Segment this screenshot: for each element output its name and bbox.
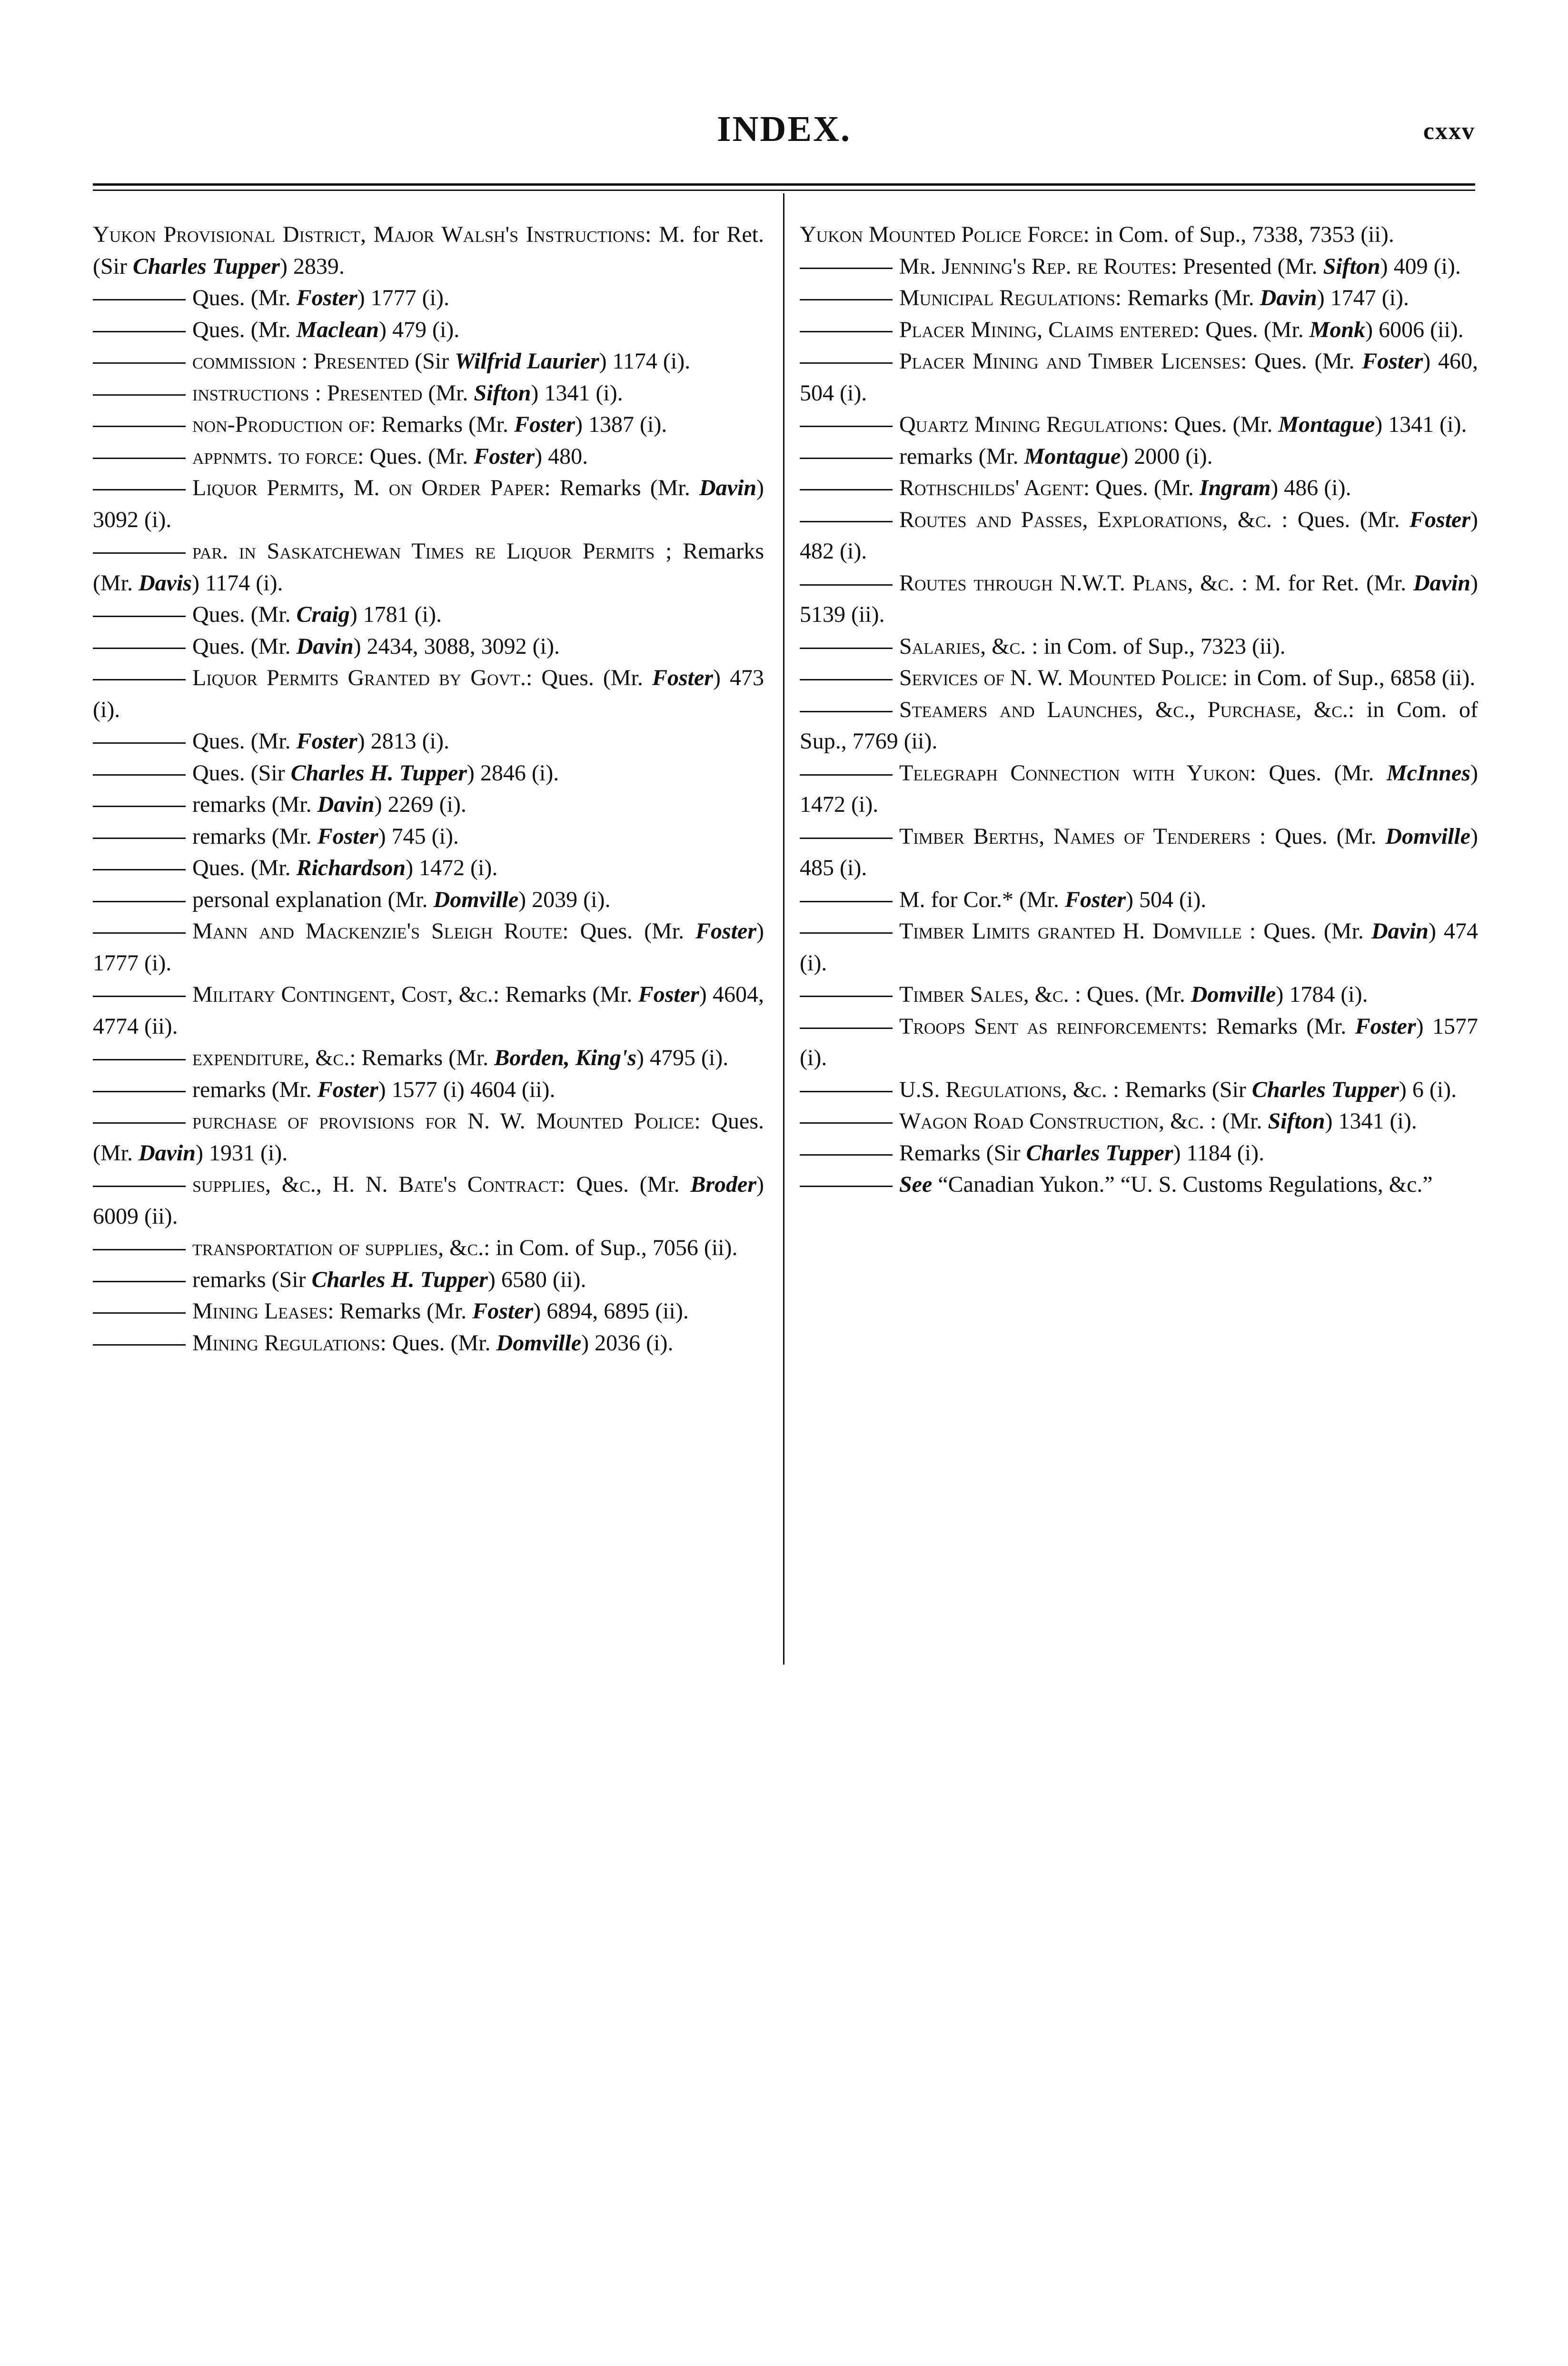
index-entry (800, 1169, 1478, 1201)
ditto-dash (800, 1028, 893, 1029)
member-name: Charles Tupper (1026, 1140, 1173, 1166)
ditto-dash (93, 774, 186, 776)
entry-reference: ) 1387 (i). (575, 412, 667, 437)
index-entry (800, 1138, 1478, 1169)
ditto-dash (800, 1186, 893, 1187)
member-name: Foster (638, 982, 699, 1007)
ditto-dash (800, 584, 893, 586)
index-entry (93, 441, 764, 473)
member-name: See (899, 1172, 933, 1197)
index-entry (800, 441, 1478, 473)
index-entry (800, 631, 1478, 663)
index-entry (800, 346, 1478, 409)
index-entry (93, 346, 764, 378)
index-entry (800, 504, 1478, 568)
entry-text: : Ques. (Mr. (526, 665, 652, 690)
entry-reference: ) 1781 (i). (349, 602, 442, 627)
member-name: Domville (496, 1330, 582, 1356)
entry-subheading: Rothschilds' Agent (899, 475, 1083, 500)
entry-subheading: Municipal Regulations (899, 285, 1115, 310)
entry-subheading: Steamers and Launches, &c., Purchase, &c. (899, 697, 1348, 722)
member-name: Sifton (1268, 1108, 1325, 1134)
ditto-dash (93, 1249, 186, 1250)
index-entry (93, 314, 764, 346)
entry-subheading: Military Contingent, Cost, &c. (192, 982, 493, 1007)
entry-text: : in Com. of Sup., 6858 (ii). (1221, 665, 1476, 690)
entry-subheading: appnmts. to force (192, 443, 358, 469)
entry-subheading: Timber Sales, &c. (899, 982, 1069, 1007)
entry-text: Remarks (Sir (899, 1140, 1026, 1166)
member-name: Broder (690, 1172, 757, 1197)
ditto-dash (93, 426, 186, 427)
entry-subheading: Troops Sent as reinforcements (899, 1013, 1201, 1039)
entry-text: : (Mr. (1204, 1108, 1268, 1134)
entry-reference: ) 5139 (ii). (800, 570, 1478, 627)
index-entry (93, 821, 764, 853)
member-name: Borden, King's (494, 1045, 636, 1070)
column-divider (783, 193, 784, 1665)
entry-reference: ) 479 (i). (378, 317, 460, 342)
entry-text: remarks (Mr. (899, 443, 1024, 469)
entry-reference: ) 504 (i). (1126, 887, 1207, 912)
ditto-dash (800, 1091, 893, 1092)
entry-subheading: Timber Limits granted H. Domville (899, 918, 1242, 944)
member-name: Ingram (1199, 475, 1271, 500)
index-entry (93, 599, 764, 631)
entry-subheading: Services of N. W. Mounted Police (899, 665, 1222, 690)
index-entry (800, 979, 1478, 1011)
index-entry (800, 314, 1478, 346)
entry-text: : Remarks (Mr. (1115, 285, 1260, 310)
ditto-dash (800, 679, 893, 680)
member-name: Foster (1355, 1013, 1416, 1039)
entry-reference: ) 6580 (ii). (487, 1267, 586, 1292)
entry-reference: ) 2039 (i). (518, 887, 611, 912)
entry-reference: ) 2269 (i). (374, 792, 466, 817)
entry-text: : Remarks (Mr. (349, 1045, 495, 1070)
entry-subheading: purchase of provisions for N. W. Mounted Police (192, 1108, 695, 1134)
index-entry (93, 378, 764, 409)
member-name: Davin (1260, 285, 1317, 310)
index-entry (800, 251, 1478, 283)
index-entry (800, 282, 1478, 314)
entry-text: Ques. (Mr. (192, 633, 297, 659)
entry-reference: ) 1341 (i). (1325, 1108, 1417, 1134)
entry-text: : Ques. (Mr. (1241, 918, 1371, 944)
entry-heading: Yukon Provisional District, Major Walsh's Instructions (93, 222, 645, 247)
entry-subheading: non-Production of (192, 412, 370, 437)
entry-text: : in Com. of Sup., 7338, 7353 (ii). (1083, 222, 1394, 247)
member-name: Davis (139, 570, 192, 596)
member-name: Davin (1413, 570, 1471, 596)
entry-text: : Ques. (Mr. (1069, 982, 1191, 1007)
entry-reference: ) 1777 (i). (357, 285, 449, 310)
index-entry (93, 1296, 764, 1328)
entry-reference: ) 1747 (i). (1317, 285, 1409, 310)
member-name: Sifton (1323, 253, 1380, 279)
member-name: Foster (296, 285, 357, 310)
entry-subheading: Liquor Permits Granted by Govt. (192, 665, 526, 690)
header-rule-thin (93, 190, 1475, 191)
index-entry (93, 852, 764, 884)
entry-reference: ) 409 (i). (1380, 253, 1461, 279)
entry-reference: ) 460, 504 (i). (800, 349, 1478, 406)
entry-subheading: Salaries, &c. (899, 633, 1026, 659)
index-entry (800, 219, 1478, 251)
ditto-dash (800, 711, 893, 712)
entry-text: ; Remarks (Mr. (93, 539, 764, 596)
entry-text: : in Com. of Sup., 7769 (ii). (800, 697, 1478, 754)
index-entry (93, 1106, 764, 1169)
member-name: Charles H. Tupper (311, 1267, 488, 1292)
member-name: Davin (296, 633, 354, 659)
ditto-dash (93, 679, 186, 680)
member-name: Foster (652, 665, 713, 690)
ditto-dash (93, 869, 186, 870)
ditto-dash (93, 838, 186, 839)
member-name: Davin (139, 1140, 196, 1166)
ditto-dash (800, 331, 893, 332)
entry-subheading: instructions : Presented (192, 380, 423, 406)
member-name: Sifton (474, 380, 531, 406)
entry-reference: ) 485 (i). (800, 823, 1478, 880)
entry-reference: ) 1184 (i). (1173, 1140, 1265, 1166)
member-name: Montague (1024, 443, 1121, 469)
index-entry (800, 821, 1478, 884)
entry-text: : in Com. of Sup., 7056 (ii). (484, 1235, 738, 1260)
ditto-dash (800, 299, 893, 300)
member-name: Domville (1191, 982, 1276, 1007)
entry-subheading: Placer Mining, Claims entered (899, 317, 1193, 342)
entry-subheading: Mining Regulations (192, 1330, 380, 1356)
index-entry (93, 409, 764, 441)
index-entry (93, 1074, 764, 1106)
member-name: Domville (1385, 823, 1471, 849)
entry-subheading: Wagon Road Construction, &c. (899, 1108, 1205, 1134)
index-entry (93, 726, 764, 758)
entry-reference: ) 486 (i). (1270, 475, 1351, 500)
member-name: Davin (1371, 918, 1429, 944)
index-entry (800, 884, 1478, 916)
ditto-dash (93, 996, 186, 997)
entry-text: : Ques. (Mr. (93, 1108, 764, 1166)
right-column (800, 219, 1478, 1201)
entry-text: : Ques. (Mr. (1250, 823, 1386, 849)
ditto-dash (93, 458, 186, 459)
member-name: Foster (1362, 349, 1423, 374)
member-name: Foster (1065, 887, 1126, 912)
entry-reference: ) 480. (535, 443, 588, 469)
ditto-dash (93, 1186, 186, 1187)
entry-text: : Remarks (Mr. (493, 982, 638, 1007)
ditto-dash (93, 331, 186, 332)
index-entry (93, 219, 764, 282)
ditto-dash (93, 1091, 186, 1092)
ditto-dash (800, 932, 893, 934)
index-entry (93, 1232, 764, 1264)
entry-reference: ) 6 (i). (1399, 1077, 1457, 1102)
index-entry (93, 789, 764, 821)
entry-reference: ) 1577 (i) 4604 (ii). (378, 1077, 556, 1102)
entry-text: remarks (Sir (192, 1267, 312, 1292)
entry-text: : Ques. (Mr. (1193, 317, 1310, 342)
ditto-dash (800, 838, 893, 839)
entry-text: Ques. (Mr. (192, 317, 297, 342)
member-name: Domville (433, 887, 519, 912)
ditto-dash (800, 1154, 893, 1156)
entry-reference: “Canadian Yukon.” “U. S. Customs Regulations, &c.” (932, 1172, 1433, 1197)
entry-text: : Ques. (Mr. (1271, 507, 1409, 532)
ditto-dash (93, 648, 186, 649)
index-entry (800, 1074, 1478, 1106)
entry-text: : Ques. (Mr. (1241, 349, 1362, 374)
ditto-dash (800, 489, 893, 490)
entry-reference: ) 2036 (i). (581, 1330, 674, 1356)
entry-subheading: U.S. Regulations, &c. (899, 1077, 1107, 1102)
index-entry (800, 916, 1478, 979)
entry-subheading: Quartz Mining Regulations (899, 412, 1162, 437)
ditto-dash (800, 901, 893, 902)
entry-subheading: Routes through N.W.T. Plans, &c. (899, 570, 1235, 596)
entry-text: : in Com. of Sup., 7323 (ii). (1026, 633, 1286, 659)
entry-text: Ques. (Sir (192, 760, 291, 786)
entry-subheading: par. in Saskatchewan Times re Liquor Permits (192, 539, 655, 564)
entry-text: Ques. (Mr. (192, 602, 297, 627)
member-name: Montague (1278, 412, 1375, 437)
index-entry (93, 1042, 764, 1074)
member-name: Charles Tupper (1251, 1077, 1399, 1102)
entry-text: M. for Cor.* (Mr. (899, 887, 1065, 912)
entry-reference: ) 6009 (ii). (93, 1172, 764, 1229)
entry-subheading: Placer Mining and Timber Licenses (899, 349, 1241, 374)
entry-reference: ) 2434, 3088, 3092 (i). (353, 633, 560, 659)
ditto-dash (93, 362, 186, 364)
entry-reference: ) 1777 (i). (93, 918, 764, 976)
entry-text: : Ques. (Mr. (562, 918, 695, 944)
entry-reference: ) 1784 (i). (1276, 982, 1368, 1007)
member-name: Foster (514, 412, 576, 437)
entry-text: Ques. (Mr. (192, 729, 297, 754)
ditto-dash (800, 458, 893, 459)
entry-reference: ) 4604, 4774 (ii). (93, 982, 764, 1039)
ditto-dash (93, 552, 186, 554)
entry-text: personal explanation (Mr. (192, 887, 434, 912)
entry-text: : M. for Ret. (Mr. (1234, 570, 1414, 596)
ditto-dash (800, 1122, 893, 1124)
ditto-dash (93, 299, 186, 300)
index-entry (93, 979, 764, 1042)
entry-text: : Ques. (Mr. (1250, 760, 1387, 786)
ditto-dash (93, 1059, 186, 1060)
ditto-dash (93, 806, 186, 807)
entry-text: : Remarks (Mr. (369, 412, 514, 437)
ditto-dash (800, 648, 893, 649)
entry-reference: ) 1472 (i). (800, 760, 1479, 817)
ditto-dash (93, 1281, 186, 1282)
member-name: McInnes (1386, 760, 1471, 786)
entry-text: : Ques. (Mr. (380, 1330, 496, 1356)
entry-reference: ) 2000 (i). (1121, 443, 1213, 469)
index-entry (800, 472, 1478, 504)
index-entry (800, 758, 1478, 821)
entry-text: : M. for Ret. (Sir (93, 222, 764, 279)
index-entry (93, 758, 764, 789)
entry-subheading: transportation of supplies, &c. (192, 1235, 484, 1260)
entry-reference: ) 6894, 6895 (ii). (533, 1298, 689, 1324)
entry-reference: ) 1174 (i). (191, 570, 283, 596)
ditto-dash (93, 901, 186, 902)
entry-reference: ) 4795 (i). (636, 1045, 729, 1070)
entry-reference: ) 745 (i). (378, 823, 459, 849)
ditto-dash (93, 489, 186, 490)
member-name: Foster (296, 729, 357, 754)
index-entry (93, 1169, 764, 1232)
index-entry (93, 1264, 764, 1296)
page-number: cxxv (1423, 118, 1475, 145)
member-name: Richardson (296, 855, 406, 880)
member-name: Foster (1409, 507, 1471, 532)
ditto-dash (800, 774, 893, 776)
member-name: Charles H. Tupper (290, 760, 467, 786)
index-entry (800, 662, 1478, 694)
entry-subheading: Mr. Jenning's Rep. re Routes (899, 253, 1171, 279)
index-entry (93, 631, 764, 663)
entry-subheading: commission : Presented (192, 349, 409, 374)
entry-text: : Ques. (Mr. (357, 443, 474, 469)
ditto-dash (93, 616, 186, 617)
entry-subheading: Mann and Mackenzie's Sleigh Route (192, 918, 563, 944)
entry-subheading: Timber Berths, Names of Tenderers (899, 823, 1251, 849)
index-entry (93, 472, 764, 536)
member-name: Monk (1309, 317, 1366, 342)
entry-reference: ) 1931 (i). (196, 1140, 288, 1166)
entry-reference: ) 474 (i). (800, 918, 1478, 976)
entry-text: : Ques. (Mr. (559, 1172, 691, 1197)
ditto-dash (800, 268, 893, 269)
member-name: Foster (695, 918, 757, 944)
index-entry (93, 884, 764, 916)
entry-reference: ) 1472 (i). (406, 855, 498, 880)
entry-subheading: supplies, &c., H. N. Bate's Contract (192, 1172, 559, 1197)
entry-reference: ) 2839. (279, 253, 345, 279)
entry-text: : Remarks (Mr. (327, 1298, 473, 1324)
member-name: Foster (474, 443, 535, 469)
entry-text: Ques. (Mr. (192, 855, 297, 880)
page-title: INDEX. (717, 109, 851, 149)
ditto-dash (93, 1344, 186, 1346)
index-entry (800, 409, 1478, 441)
index-entry (93, 536, 764, 599)
left-column (93, 219, 764, 1359)
entry-reference: ) 2813 (i). (357, 729, 449, 754)
entry-text: remarks (Mr. (192, 823, 318, 849)
ditto-dash (800, 996, 893, 997)
member-name: Davin (699, 475, 757, 500)
entry-text: : Ques. (Mr. (1083, 475, 1200, 500)
index-entry (800, 1011, 1478, 1074)
entry-subheading: Telegraph Connection with Yukon (899, 760, 1250, 786)
member-name: Foster (317, 1077, 378, 1102)
ditto-dash (93, 932, 186, 934)
entry-reference: ) 1341 (i). (1375, 412, 1467, 437)
entry-reference: ) 2846 (i). (466, 760, 559, 786)
entry-text: : Remarks (Mr. (544, 475, 700, 500)
entry-reference: ) 473 (i). (93, 665, 764, 722)
member-name: Craig (296, 602, 350, 627)
entry-text: : Ques. (Mr. (1162, 412, 1279, 437)
header-rule-thick (93, 183, 1475, 186)
entry-text: remarks (Mr. (192, 792, 318, 817)
index-entry (800, 694, 1478, 758)
entry-text: (Mr. (422, 380, 474, 406)
ditto-dash (93, 1312, 186, 1314)
ditto-dash (93, 394, 186, 396)
member-name: Wilfrid Laurier (455, 349, 599, 374)
member-name: Charles Tupper (133, 253, 280, 279)
entry-text: remarks (Mr. (192, 1077, 318, 1102)
ditto-dash (93, 742, 186, 744)
entry-heading: Yukon Mounted Police Force (800, 222, 1083, 247)
entry-reference: ) 1341 (i). (531, 380, 623, 406)
entry-reference: ) 482 (i). (800, 507, 1478, 564)
entry-subheading: Mining Leases (192, 1298, 328, 1324)
entry-text: (Sir (409, 349, 455, 374)
entry-reference: ) 3092 (i). (93, 475, 764, 532)
entry-subheading: Liquor Permits, M. on Order Paper (192, 475, 545, 500)
index-entry (800, 1106, 1478, 1138)
entry-text: : Remarks (Mr. (1201, 1013, 1355, 1039)
entry-subheading: Routes and Passes, Explorations, &c. (899, 507, 1272, 532)
ditto-dash (800, 521, 893, 522)
entry-reference: ) 1174 (i). (599, 349, 691, 374)
entry-reference: ) 6006 (ii). (1365, 317, 1464, 342)
index-entry (800, 568, 1478, 631)
entry-text: : Presented (Mr. (1171, 253, 1323, 279)
member-name: Maclean (296, 317, 379, 342)
index-entry (93, 662, 764, 726)
entry-reference: ) 1577 (i). (800, 1013, 1478, 1070)
entry-text: : Remarks (Sir (1107, 1077, 1252, 1102)
entry-subheading: expenditure, &c. (192, 1045, 350, 1070)
entry-text: Ques. (Mr. (192, 285, 297, 310)
ditto-dash (800, 426, 893, 427)
member-name: Davin (317, 792, 375, 817)
ditto-dash (800, 362, 893, 364)
index-entry (93, 282, 764, 314)
member-name: Foster (317, 823, 378, 849)
index-entry (93, 1328, 764, 1359)
index-entry (93, 916, 764, 979)
member-name: Foster (472, 1298, 534, 1324)
ditto-dash (93, 1122, 186, 1124)
